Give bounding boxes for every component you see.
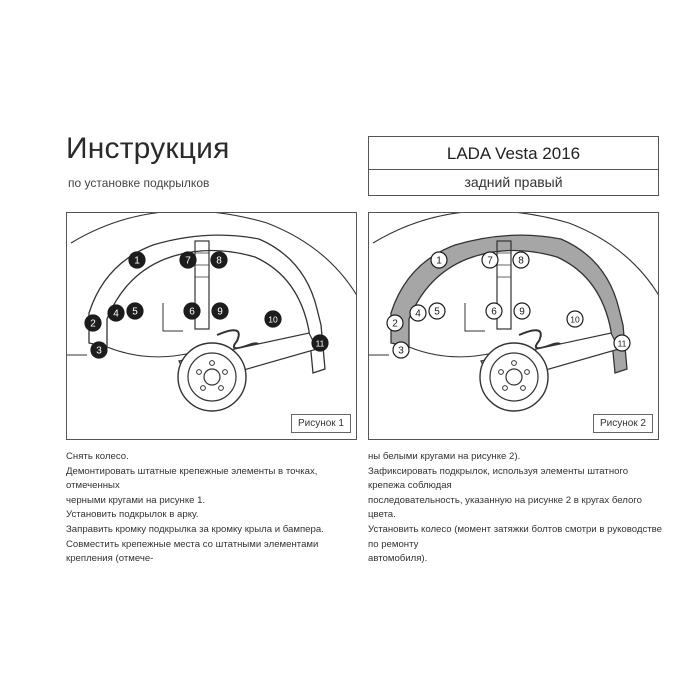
instruction-line: Заправить кромку подкрылка за кромку крыла и бампера. [66, 523, 324, 535]
strut-detail [195, 253, 209, 277]
figure-2 [368, 212, 659, 440]
instruction-line: Установить колесо (момент затяжки болтов смотри в руководстве по ремонту [368, 523, 662, 550]
fastener-marker-label: 8 [518, 255, 524, 267]
instruction-line: Зафиксировать подкрылок, используя элементы штатного крепежа соблюдая [368, 465, 629, 492]
fastener-marker-label: 7 [185, 255, 191, 267]
wheel-bolt [201, 386, 206, 391]
bracket-line [163, 303, 183, 331]
bumper-edge [409, 347, 493, 357]
model-info-box [368, 136, 659, 196]
instruction-line: Установить подкрылок в арку. [66, 509, 199, 521]
wheel-bolt [512, 361, 517, 366]
fastener-marker-label: 9 [217, 306, 223, 318]
fastener-marker-label: 2 [90, 318, 96, 330]
instruction-line: автомобиля). [368, 553, 428, 565]
fastener-marker-label: 1 [436, 255, 442, 267]
fastener-marker-label: 4 [415, 308, 421, 320]
model-name: LADA Vesta 2016 [369, 137, 658, 170]
bumper-edge [107, 347, 191, 357]
fastener-marker-label: 10 [268, 314, 278, 325]
page-title: Инструкция [66, 132, 230, 165]
wheel-bolt [219, 386, 224, 391]
instruction-line: последовательность, указанную на рисунке 2 в кругах белого цвета. [368, 494, 642, 521]
fastener-marker-label: 9 [519, 306, 525, 318]
model-side: задний правый [464, 174, 563, 190]
wheel-bolt [197, 370, 202, 375]
fastener-marker-label: 3 [96, 345, 102, 357]
fastener-marker-label: 11 [617, 338, 627, 349]
fastener-marker-label: 8 [216, 255, 222, 267]
wheel-bolt [210, 361, 215, 366]
instruction-line: Снять колесо. [66, 451, 129, 462]
figure-1 [66, 212, 357, 440]
bracket-line [465, 303, 485, 331]
wheel-bolt [499, 370, 504, 375]
wheel-bolt [503, 386, 508, 391]
wheel-hub-center [506, 369, 522, 385]
figure-2-drawing [369, 213, 659, 440]
fastener-marker-label: 4 [113, 308, 119, 320]
instructions-right [368, 450, 663, 567]
figure-1-caption: Рисунок 1 [291, 414, 351, 433]
figure-2-caption: Рисунок 2 [593, 414, 653, 433]
fastener-marker-label: 11 [315, 338, 325, 349]
page-subtitle: по установке подкрылков [68, 176, 210, 190]
fastener-marker-label: 3 [398, 345, 404, 357]
fastener-marker-label: 6 [491, 306, 497, 318]
fastener-marker-label: 5 [132, 306, 138, 318]
instruction-line: черными кругами на рисунке 1. [66, 494, 206, 506]
strut-detail [497, 253, 511, 277]
instruction-line: Совместить крепежные места со штатными элементами крепления (отмече- [66, 538, 319, 565]
instructions-left [66, 450, 361, 567]
fastener-marker-label: 5 [434, 306, 440, 318]
wheel-bolt [525, 370, 530, 375]
wheel-bolt [223, 370, 228, 375]
fastener-marker-label: 6 [189, 306, 195, 318]
fastener-marker-label: 2 [392, 318, 398, 330]
wheel-hub-center [204, 369, 220, 385]
fastener-marker-label: 1 [134, 255, 140, 267]
instruction-line: ны белыми кругами на рисунке 2). [368, 451, 521, 462]
fastener-marker-label: 10 [570, 314, 580, 325]
instruction-line: Демонтировать штатные крепежные элементы в точках, отмеченных [66, 465, 318, 492]
figure-1-drawing [67, 213, 357, 440]
fastener-marker-label: 7 [487, 255, 493, 267]
wheel-bolt [521, 386, 526, 391]
